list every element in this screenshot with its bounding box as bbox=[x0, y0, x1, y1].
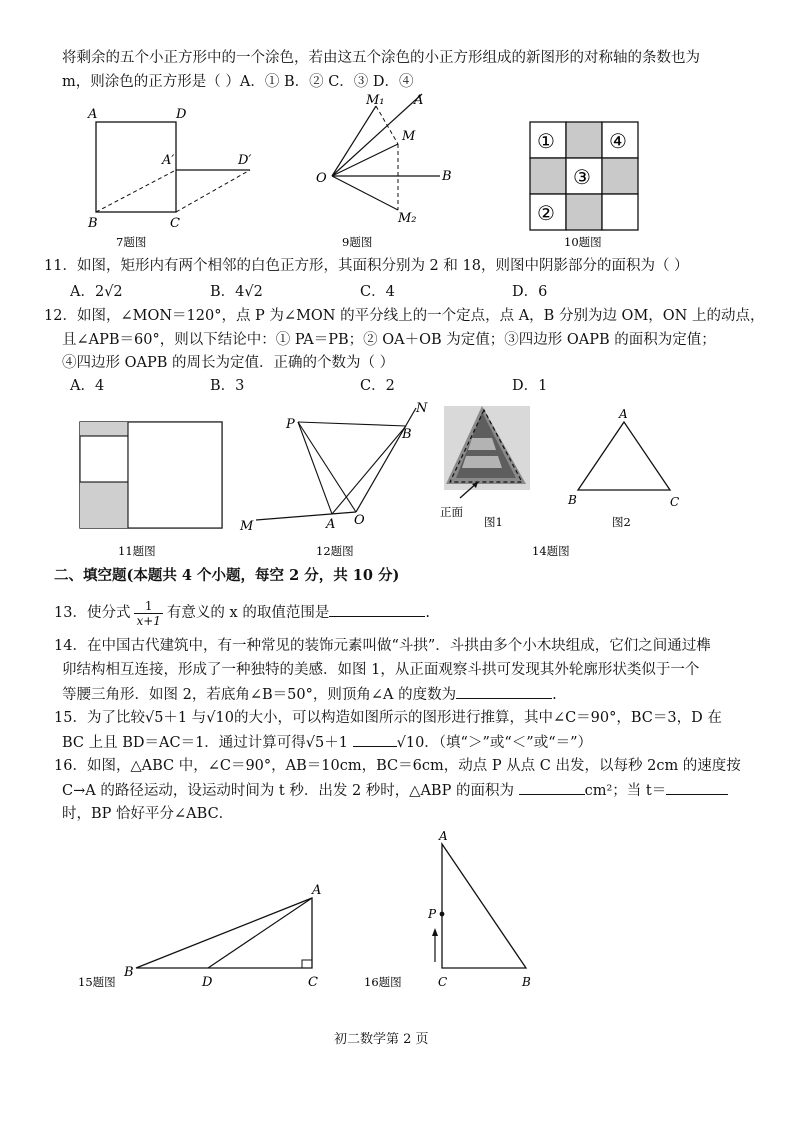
fig12-line-PO bbox=[298, 422, 356, 512]
fig10-cell-3: ③ bbox=[573, 165, 591, 189]
fig9-dash-M1M bbox=[376, 106, 398, 144]
q16-line2: C→A 的路径运动，设运动时间为 t 秒．出发 2 秒时，△ABP 的面积为 bbox=[62, 783, 514, 799]
fig12-label-M: M bbox=[240, 519, 254, 534]
figure-10 bbox=[520, 112, 670, 252]
fig11-caption: 11题图 bbox=[118, 544, 156, 558]
q13-suffix: 有意义的 x 的取值范围是 bbox=[166, 605, 330, 621]
fig14-label-front: 正面 bbox=[440, 505, 463, 519]
fig16-label-B: B bbox=[522, 975, 531, 989]
fig7-label-D1: D′ bbox=[238, 153, 252, 168]
fig9-line-OM2 bbox=[332, 176, 398, 210]
q14-answer-blank[interactable] bbox=[456, 684, 552, 699]
fig11-small-square bbox=[80, 436, 128, 482]
q10-line1: 将剩余的五个小正方形中的一个涂色，若由这五个涂色的小正方形组成的新图形的对称轴的条数也为 bbox=[62, 50, 700, 66]
q12-option-a: A．4 bbox=[70, 378, 105, 394]
fig9-label-B: B bbox=[442, 169, 452, 184]
fig12-caption: 12题图 bbox=[316, 544, 354, 558]
fig7-label-A: A bbox=[88, 107, 98, 122]
q14-line3-wrap bbox=[62, 684, 557, 705]
fig12-label-O: O bbox=[354, 513, 365, 528]
figure-7 bbox=[80, 100, 270, 250]
q12-line1: 12．如图，∠MON＝120°，点 P 为∠MON 的平分线上的一个定点，点 A，B 分别为边 OM，ON 上的动点， bbox=[44, 308, 765, 324]
fig15-label-C: C bbox=[308, 975, 318, 990]
q16-line1: 16．如图，△ABC 中，∠C＝90°，AB＝10cm，BC＝6cm，动点 P 从点 C 出发，以每秒 2cm 的速度按 bbox=[54, 758, 741, 774]
fig9-label-A: A bbox=[414, 93, 424, 108]
q16-line2-mid: cm²；当 t＝ bbox=[584, 783, 667, 799]
fig15-right-angle bbox=[302, 960, 312, 968]
q15-line2: BC 上且 BD＝AC＝1．通过计算可得√5＋1 bbox=[62, 735, 348, 751]
q12-option-b: B．3 bbox=[210, 378, 245, 394]
q13-denominator: x+1 bbox=[136, 613, 161, 628]
figure-9 bbox=[310, 88, 470, 250]
q15-line2-end: √10．（填“＞”或“＜”或“＝”） bbox=[396, 735, 593, 751]
q14-line3-end: . bbox=[552, 687, 557, 703]
q12-line2: 且∠APB＝60°，则以下结论中：① PA＝PB；② OA＋OB 为定值；③四边形 OAPB 的面积为定值； bbox=[62, 332, 716, 348]
fig16-caption: 16题图 bbox=[364, 975, 402, 989]
fig16-label-A: A bbox=[439, 829, 448, 843]
fig9-caption: 9题图 bbox=[342, 235, 373, 249]
q14-line2: 卯结构相互连接，形成了一种独特的美感．如图 1，从正面观察斗拱可发现其外轮廓形状类似于一个 bbox=[62, 662, 700, 678]
fig15-label-A: A bbox=[312, 883, 322, 898]
q14-line1: 14．在中国古代建筑中，有一种常见的装饰元素叫做“斗拱”．斗拱由多个小木块组成，它们之间通过榫 bbox=[54, 638, 711, 654]
fig9-label-M1: M₁ bbox=[366, 93, 385, 108]
fig15-label-B: B bbox=[124, 965, 134, 980]
fig14-label-fig1: 图1 bbox=[484, 515, 503, 529]
q11-option-b: B．4√2 bbox=[210, 284, 263, 300]
q12-option-c: C．2 bbox=[360, 378, 395, 394]
fig16-arrow-head bbox=[432, 928, 438, 936]
fig12-label-P: P bbox=[286, 417, 295, 432]
fig12-label-N: N bbox=[416, 401, 428, 416]
fig7-label-A1: A′ bbox=[162, 153, 175, 168]
fig7-label-B: B bbox=[88, 216, 98, 231]
figure-15 bbox=[70, 876, 340, 996]
q12-option-d: D．1 bbox=[512, 378, 548, 394]
figure-12 bbox=[236, 398, 436, 560]
fig14-label-B: B bbox=[568, 493, 577, 507]
q16-line3: 时，BP 恰好平分∠ABC． bbox=[62, 806, 234, 822]
fig12-line-AB bbox=[332, 426, 406, 514]
fig9-label-M2: M₂ bbox=[398, 211, 417, 226]
q11-option-a: A．2√2 bbox=[70, 284, 123, 300]
q13-end: . bbox=[425, 605, 430, 621]
fig14-caption: 14题图 bbox=[532, 544, 570, 558]
fig12-line-PB bbox=[298, 422, 406, 426]
fig9-label-O: O bbox=[316, 171, 327, 186]
section-2-text: 填空题(本题共 4 个小题，每空 2 分，共 10 分) bbox=[83, 567, 400, 584]
figure-14 bbox=[432, 398, 692, 560]
q13-numerator: 1 bbox=[134, 599, 162, 614]
q14-line3: 等腰三角形．如图 2，若底角∠B＝50°，则顶角∠A 的度数为 bbox=[62, 687, 457, 703]
fig7-dash-cd1 bbox=[176, 170, 250, 212]
fig14-label-fig2: 图2 bbox=[612, 515, 631, 529]
q13-answer-blank[interactable] bbox=[329, 602, 425, 617]
fig16-point-P bbox=[440, 912, 445, 917]
fig7-caption: 7题图 bbox=[116, 235, 147, 249]
q16-line2-wrap bbox=[62, 780, 728, 801]
q11-option-c: C．4 bbox=[360, 284, 395, 300]
q15-line2-wrap bbox=[62, 732, 592, 753]
fig7-label-C: C bbox=[170, 216, 180, 231]
fig14-dougong-photo bbox=[444, 406, 530, 490]
fig15-caption: 15题图 bbox=[78, 975, 116, 989]
fig14-label-C: C bbox=[670, 495, 680, 509]
q11-stem: 11．如图，矩形内有两个相邻的白色正方形，其面积分别为 2 和 18，则图中阴影部分的面积为（ ） bbox=[44, 258, 689, 274]
section-2-prefix: 二、 bbox=[54, 567, 83, 584]
q16-time-blank[interactable] bbox=[666, 780, 728, 795]
q13-fraction bbox=[134, 599, 162, 628]
q13-prefix: 13．使分式 bbox=[54, 605, 131, 621]
fig10-cell-4: ④ bbox=[609, 129, 627, 153]
q15-line1: 15．为了比较√5＋1 与√10的大小，可以构造如图所示的图形进行推算，其中∠C＝90°，BC＝3，D 在 bbox=[54, 710, 722, 726]
fig10-caption: 10题图 bbox=[564, 235, 602, 249]
q11-option-d: D．6 bbox=[512, 284, 548, 300]
fig14-triangle bbox=[578, 422, 670, 490]
section-2-title bbox=[54, 566, 399, 586]
fig10-cell-1: ① bbox=[537, 129, 555, 153]
q10-line2: m，则涂色的正方形是（ ）A．① B．② C．③ D．④ bbox=[62, 74, 414, 90]
q16-area-blank[interactable] bbox=[519, 780, 585, 795]
figure-16 bbox=[360, 826, 540, 996]
fig12-line-PA bbox=[298, 422, 332, 514]
fig12-label-A: A bbox=[326, 517, 336, 532]
fig14-label-A: A bbox=[619, 407, 628, 421]
figure-11 bbox=[76, 418, 236, 560]
fig7-dash-ba1 bbox=[96, 170, 176, 212]
fig16-label-P: P bbox=[428, 907, 437, 921]
q12-line3: ④四边形 OAPB 的周长为定值．正确的个数为（ ） bbox=[62, 355, 395, 371]
q15-answer-blank[interactable] bbox=[353, 732, 397, 747]
fig16-label-C: C bbox=[438, 975, 448, 989]
fig9-label-M: M bbox=[402, 129, 416, 144]
q13 bbox=[54, 596, 430, 630]
fig16-triangle bbox=[442, 844, 526, 968]
fig12-label-B: B bbox=[402, 427, 412, 442]
fig15-label-D: D bbox=[202, 975, 213, 990]
fig12-ray-ON bbox=[356, 408, 416, 512]
fig7-label-D: D bbox=[176, 107, 187, 122]
fig11-large-square bbox=[128, 422, 222, 528]
fig12-ray-OM bbox=[256, 512, 356, 520]
fig10-cell-2: ② bbox=[537, 201, 555, 225]
page-footer: 初二数学第 2 页 bbox=[334, 1032, 429, 1047]
